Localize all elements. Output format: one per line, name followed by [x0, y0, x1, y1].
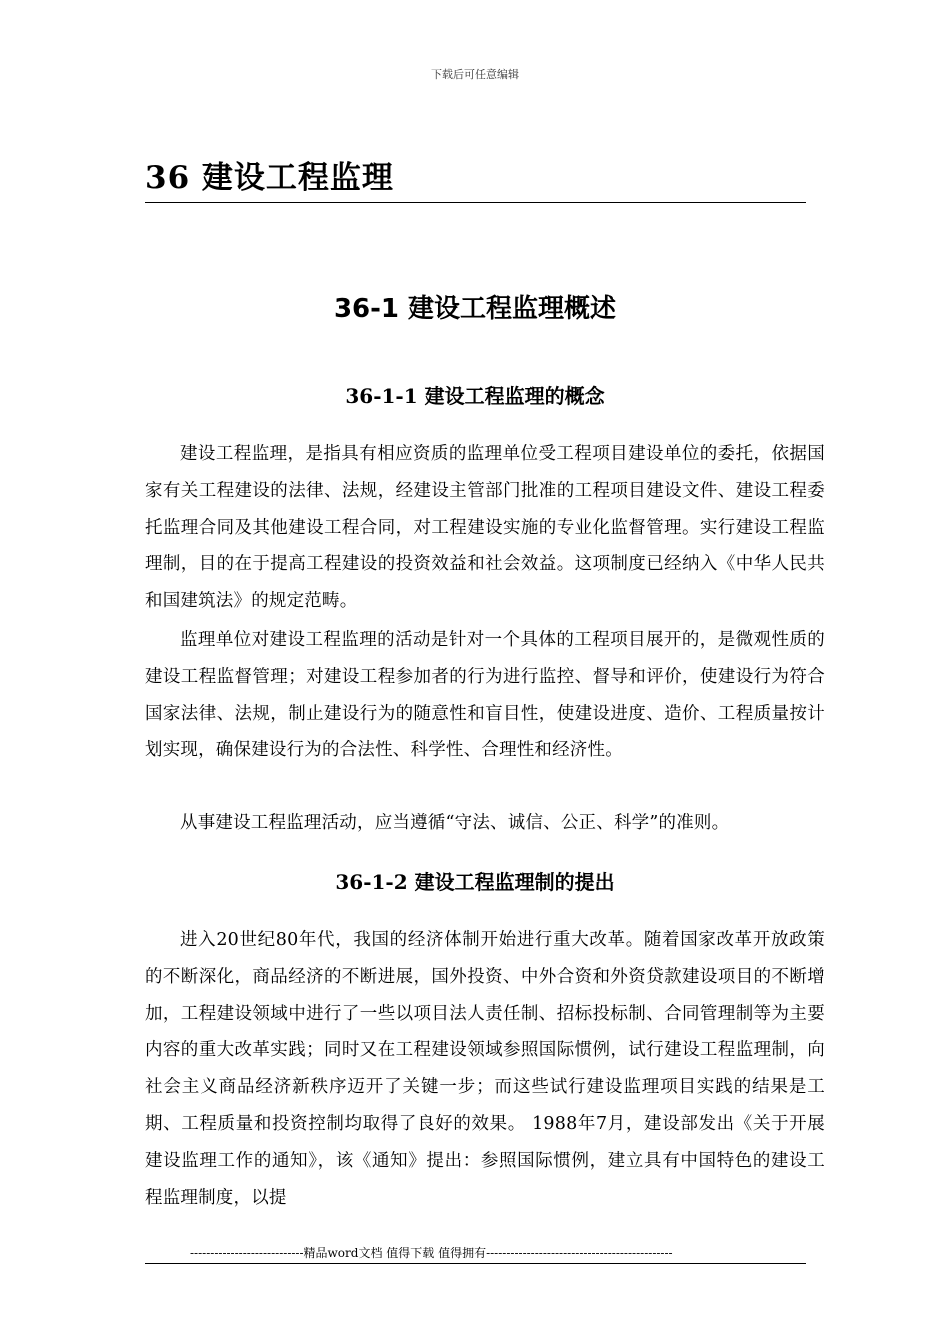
paragraph: 建设工程监理，是指具有相应资质的监理单位受工程项目建设单位的委托，依据国家有关工程建设的法律、法规，经建设主管部门批准的工程项目建设文件、建设工程委托监理合同及其他建设工程合同，对工程建设实施的专业化监督管理。实行建设工程监理制，目的在于提高工程建设的投资效益和社会效益。这项制度已经纳入《中华人民共和国建筑法》的规定范畴。 — [145, 444, 825, 612]
paragraph: 监理单位对建设工程监理的活动是针对一个具体的工程项目展开的，是微观性质的建设工程监督管理；对建设工程参加者的行为进行监控、督导和评价，使建设行为符合国家法律、法规，制止建设行为的随意性和盲目性，使建设进度、造价、工程质量按计划实现，确保建设行为的合法性、科学性、合理性和经济性。 — [145, 630, 825, 761]
chapter-divider — [145, 202, 806, 203]
chapter-title: 36 建设工程监理 — [145, 160, 394, 196]
subsection-title-origin: 36-1-2 建设工程监理制的提出 — [335, 870, 615, 894]
section-title: 36-1 建设工程监理概述 — [333, 294, 617, 324]
subsection-title-concept: 36-1-1 建设工程监理的概念 — [345, 384, 605, 408]
page-header: 下载后可任意编辑 — [431, 68, 519, 81]
paragraph: 从事建设工程监理活动，应当遵循“守法、诚信、公正、科学”的准则。 — [180, 813, 730, 833]
paragraph: 进入20世纪80年代，我国的经济体制开始进行重大改革。随着国家改革开放政策的不断深化，商品经济的不断进展，国外投资、中外合资和外资贷款建设项目的不断增加，工程建设领域中进行了一些以项目法人责任制、招标投标制、合同管理制等为主要内容的重大改革实践；同时又在工程建设领域参照国际惯例，试行建设工程监理制，向社会主义商品经济新秩序迈开了关键一步；而这些试行建设监理项目实践的结果是工期、工程质量和投资控制均取得了良好的效果。 1988年7月，建设部发出《关于开展建设监理工作的通知》，该《通知》提出：参照国际惯例，建立具有中国特色的建设工程监理制度，以提 — [145, 930, 825, 1208]
footer-divider — [145, 1263, 806, 1264]
page-footer: ----------------------------精品word文档 值得下载 值得拥有---------------------------------------------- — [190, 1246, 673, 1260]
